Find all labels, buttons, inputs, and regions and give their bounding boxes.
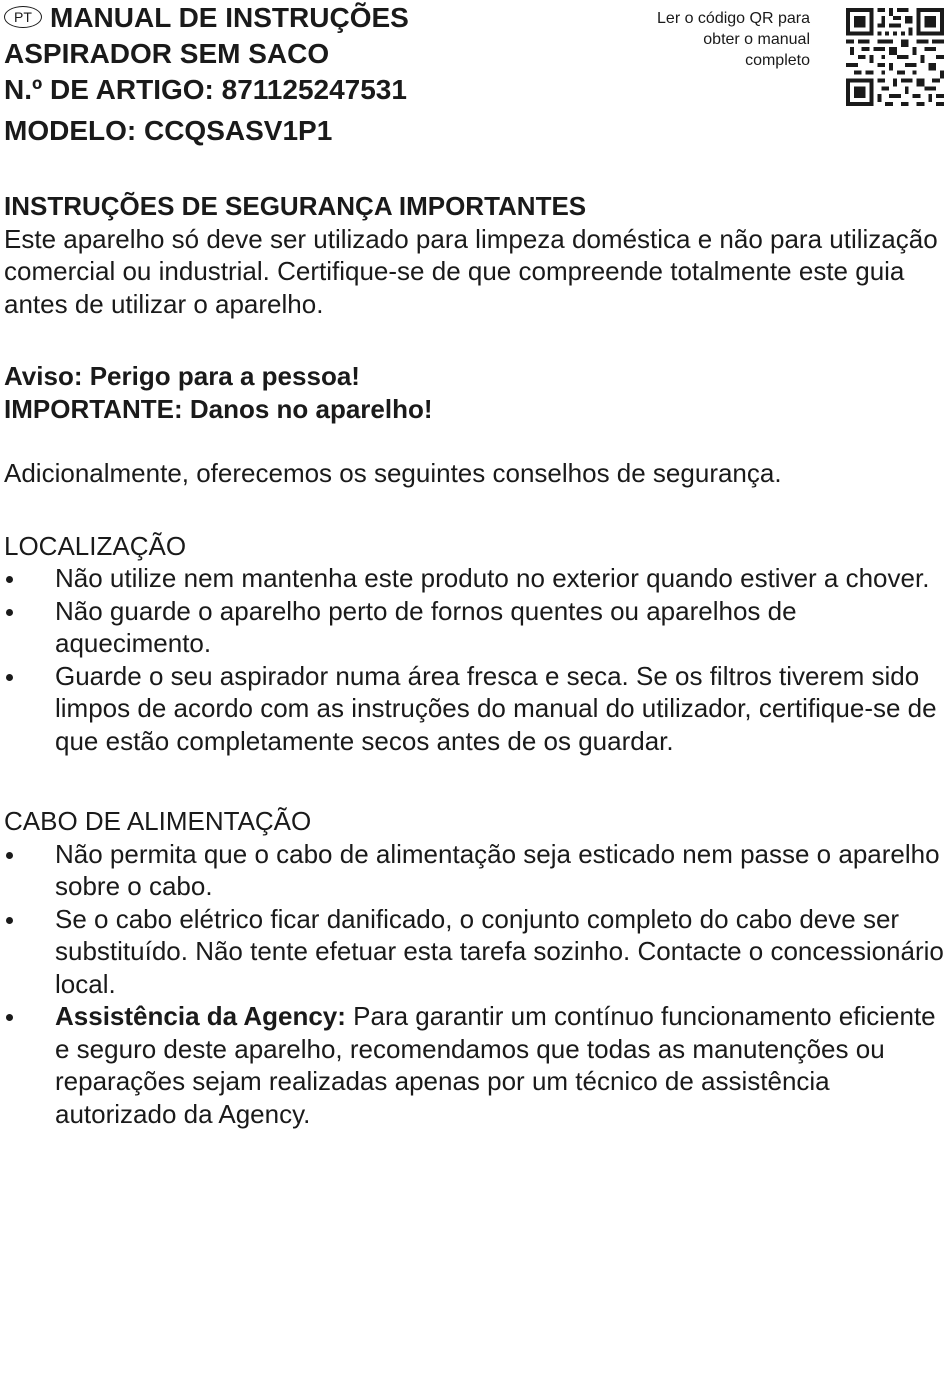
agency-service-lead: Assistência da Agency:	[55, 1001, 346, 1031]
qr-note-line-3: completo	[745, 52, 810, 69]
additional-advice: Adicionalmente, oferecemos os seguintes conselhos de segurança.	[4, 458, 782, 488]
model-number: MODELO: CCQSASV1P1	[4, 115, 333, 146]
warning-person: Aviso: Perigo para a pessoa!	[4, 361, 360, 391]
qr-note-line-1: Ler o código QR para	[657, 10, 810, 27]
document-title	[4, 0, 409, 108]
location-list	[4, 562, 944, 757]
qr-note	[620, 8, 810, 71]
safety-heading: INSTRUÇÕES DE SEGURANÇA IMPORTANTES	[4, 191, 587, 221]
language-badge: PT	[4, 6, 42, 28]
article-number: N.º DE ARTIGO: 871125247531	[4, 74, 407, 105]
agency-service-text: Para garantir um contínuo funcionamento eficiente e seguro deste aparelho, recomendamos que todas as manutenções ou reparações sejam realizadas apenas por um técnico de assistência autorizado da Agency.	[55, 1001, 936, 1129]
qr-note-line-2: obter o manual	[703, 31, 810, 48]
warning-appliance: IMPORTANTE: Danos no aparelho!	[4, 393, 433, 424]
title-line-1: MANUAL DE INSTRUÇÕES	[50, 2, 409, 33]
list-item: Não guarde o aparelho perto de fornos quentes ou aparelhos de aquecimento.	[4, 595, 944, 660]
power-cord-list	[4, 838, 944, 1131]
document-header	[4, 0, 944, 150]
location-heading: LOCALIZAÇÃO	[4, 530, 187, 561]
safety-intro: Este aparelho só deve ser utilizado para limpeza doméstica e não para utilização comercial ou industrial. Certifique-se de que compreende totalmente este guia antes de utilizar o aparelho.	[4, 223, 938, 319]
document-body	[4, 190, 944, 1130]
power-cord-heading: CABO DE ALIMENTAÇÃO	[4, 806, 312, 836]
list-item	[4, 1000, 944, 1130]
list-item: Guarde o seu aspirador numa área fresca e seca. Se os filtros tiverem sido limpos de acordo com as instruções do manual do utilizador, certifique-se de que estão completamente secos antes de os guardar.	[4, 660, 944, 758]
title-line-2: ASPIRADOR SEM SACO	[4, 38, 330, 69]
list-item: Não utilize nem mantenha este produto no exterior quando estiver a chover.	[4, 562, 944, 595]
list-item: Se o cabo elétrico ficar danificado, o conjunto completo do cabo deve ser substituído. Não tente efetuar esta tarefa sozinho. Contacte o concessionário local.	[4, 903, 944, 1001]
qr-code-icon[interactable]	[846, 8, 944, 106]
list-item: Não permita que o cabo de alimentação seja esticado nem passe o aparelho sobre o cabo.	[4, 838, 944, 903]
